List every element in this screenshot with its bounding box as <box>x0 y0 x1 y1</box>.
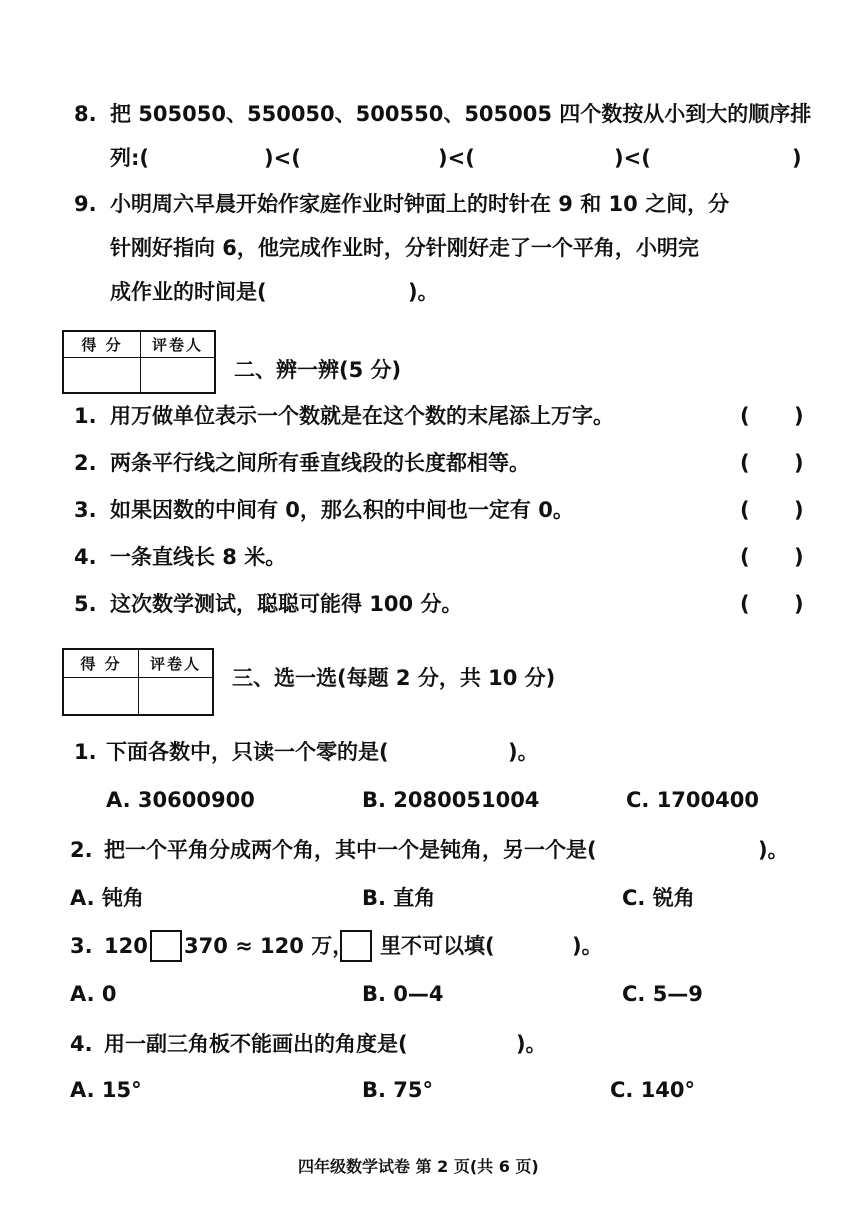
q8-blank-1[interactable]: )<( <box>264 146 301 170</box>
score-header: 得 分 <box>63 649 139 677</box>
s2-item3-number: 3. <box>74 498 97 522</box>
q9-line2: 针刚好指向 6，他完成作业时，分针刚好走了一个平角，小明完 <box>110 236 699 260</box>
s2-item5-text: 这次数学测试，聪聪可能得 100 分。 <box>110 592 463 616</box>
s2-item5-number: 5. <box>74 592 97 616</box>
s3-q3-part-a: 120 <box>104 934 148 958</box>
s3-q3-part-b: 370 ≈ 120 万， <box>184 934 354 958</box>
q9-line1: 小明周六早晨开始作家庭作业时钟面上的时针在 9 和 10 之间，分 <box>110 192 730 216</box>
s3-q1-option-b[interactable]: B. 2080051004 <box>362 788 540 812</box>
s3-q2-option-c[interactable]: C. 锐角 <box>622 886 695 910</box>
score-cell[interactable] <box>63 677 139 715</box>
s2-item3-text: 如果因数的中间有 0，那么积的中间也一定有 0。 <box>110 498 574 522</box>
score-cell[interactable] <box>63 357 141 393</box>
s2-item2-paren-open[interactable]: ( <box>740 451 750 475</box>
grader-header: 评卷人 <box>139 649 214 677</box>
q8-blank-4[interactable]: ) <box>792 146 802 170</box>
s3-q2-blank-end[interactable]: )。 <box>758 838 789 862</box>
s2-item1-number: 1. <box>74 404 97 428</box>
s3-q3-blank-end[interactable]: )。 <box>572 934 603 958</box>
s3-q3-option-b[interactable]: B. 0—4 <box>362 982 444 1006</box>
s2-item1-text: 用万做单位表示一个数就是在这个数的末尾添上万字。 <box>110 404 614 428</box>
q8-blank-3[interactable]: )<( <box>614 146 651 170</box>
digit-box-1[interactable] <box>150 930 182 962</box>
grader-cell[interactable] <box>141 357 216 393</box>
q8-number: 8. <box>74 102 97 126</box>
s2-item2-number: 2. <box>74 451 97 475</box>
s3-q2-option-a[interactable]: A. 钝角 <box>70 886 144 910</box>
s2-item3-paren-open[interactable]: ( <box>740 498 750 522</box>
score-box-section2 <box>62 330 216 394</box>
page-footer: 四年级数学试卷 第 2 页(共 6 页) <box>298 1157 539 1176</box>
s3-q4-option-a[interactable]: A. 15° <box>70 1078 142 1102</box>
score-header: 得 分 <box>63 331 141 357</box>
s3-q1-option-a[interactable]: A. 30600900 <box>106 788 255 812</box>
q9-line3-start: 成作业的时间是( <box>110 280 267 304</box>
s2-item3-paren-close[interactable]: ) <box>794 498 804 522</box>
section3-title: 三、选一选(每题 2 分，共 10 分) <box>232 666 556 690</box>
score-box-section3 <box>62 648 214 716</box>
s3-q4-option-b[interactable]: B. 75° <box>362 1078 434 1102</box>
digit-box-2[interactable] <box>340 930 372 962</box>
grader-cell[interactable] <box>139 677 214 715</box>
s3-q3-option-c[interactable]: C. 5—9 <box>622 982 703 1006</box>
s2-item4-text: 一条直线长 8 米。 <box>110 545 287 569</box>
s2-item4-paren-close[interactable]: ) <box>794 545 804 569</box>
s2-item1-paren-open[interactable]: ( <box>740 404 750 428</box>
s2-item5-paren-close[interactable]: ) <box>794 592 804 616</box>
s3-q4-text: 用一副三角板不能画出的角度是( <box>104 1032 408 1056</box>
s3-q3-option-a[interactable]: A. 0 <box>70 982 117 1006</box>
s3-q2-text: 把一个平角分成两个角，其中一个是钝角，另一个是( <box>104 838 597 862</box>
s3-q1-option-c[interactable]: C. 1700400 <box>626 788 759 812</box>
q9-blank-end[interactable]: )。 <box>408 280 439 304</box>
s3-q2-option-b[interactable]: B. 直角 <box>362 886 436 910</box>
s3-q2-number: 2. <box>70 838 93 862</box>
section2-title: 二、辨一辨(5 分) <box>234 358 402 382</box>
grader-header: 评卷人 <box>141 331 216 357</box>
s3-q4-blank-end[interactable]: )。 <box>516 1032 547 1056</box>
s3-q3-part-c: 里不可以填( <box>380 934 495 958</box>
s3-q4-number: 4. <box>70 1032 93 1056</box>
q8-line1: 把 505050、550050、500550、505005 四个数按从小到大的顺序排 <box>110 102 812 126</box>
s2-item1-paren-close[interactable]: ) <box>794 404 804 428</box>
s3-q1-blank-end[interactable]: )。 <box>508 740 539 764</box>
q8-blank-2[interactable]: )<( <box>438 146 475 170</box>
s2-item2-paren-close[interactable]: ) <box>794 451 804 475</box>
s3-q4-option-c[interactable]: C. 140° <box>610 1078 696 1102</box>
q9-number: 9. <box>74 192 97 216</box>
s3-q1-text: 下面各数中，只读一个零的是( <box>106 740 389 764</box>
s2-item4-paren-open[interactable]: ( <box>740 545 750 569</box>
s2-item4-number: 4. <box>74 545 97 569</box>
s3-q3-number: 3. <box>70 934 93 958</box>
s3-q1-number: 1. <box>74 740 97 764</box>
s2-item5-paren-open[interactable]: ( <box>740 592 750 616</box>
s2-item2-text: 两条平行线之间所有垂直线段的长度都相等。 <box>110 451 530 475</box>
q8-line2-start: 列:( <box>110 146 149 170</box>
